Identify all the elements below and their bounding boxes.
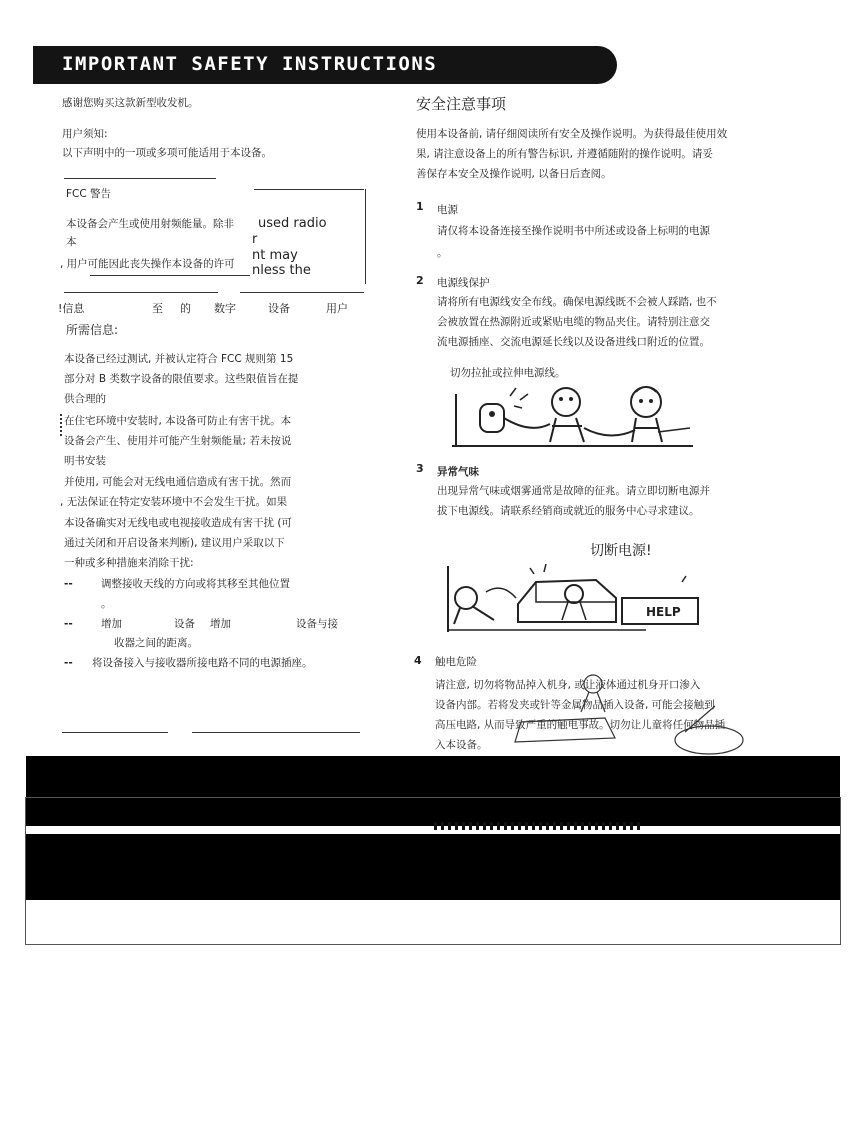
para1-line-3: 供合理的 — [64, 393, 106, 405]
divider — [64, 292, 218, 293]
fcc-title: FCC 警告 — [66, 188, 112, 200]
intro-line-1: 使用本设备前, 请仔细阅读所有安全及操作说明。为获得最佳使用效 — [416, 128, 728, 140]
measure2-word-1: 增加 — [101, 618, 122, 630]
scan-artifact — [434, 822, 644, 830]
item-4-line-3: 高压电路, 从而导致严重的触电事故。切勿让儿童将任何物品插 — [435, 719, 726, 731]
overlay-right-rule — [365, 189, 366, 284]
overlay-line-4: nless the — [252, 263, 311, 278]
para1-line-2: 部分对 B 类数字设备的限值要求。这些限值旨在提 — [64, 373, 299, 385]
thanks-text: 感谢您购买这款新型收发机。 — [62, 97, 199, 109]
divider — [62, 732, 168, 733]
measure2-word-2: 设备 — [174, 618, 195, 630]
measure2-word-3: 增加 — [210, 618, 231, 630]
overlay-line-3: nt may — [252, 248, 298, 263]
fcc-line-1: 本设备会产生或使用射频能量。除非 — [66, 218, 234, 230]
item-2-title: 电源线保护 — [437, 277, 490, 289]
item-4-number: 4 — [414, 654, 422, 667]
measure1-dash: -- — [64, 578, 73, 590]
para3-line-1: 并使用, 可能会对无线电通信造成有害干扰。然而 — [64, 476, 292, 488]
item-1-line-1: 请仅将本设备连接至操作说明书中所述或设备上标明的电源 — [437, 225, 710, 237]
fcc-line-3: , 用户可能因此丧失操作本设备的许可 — [60, 258, 235, 270]
overlay-line-1: used radio — [258, 216, 327, 231]
divider — [90, 275, 250, 276]
item-3-number: 3 — [416, 462, 424, 475]
shock-hazard-illustration — [485, 672, 745, 758]
para2-line-3: 明书安装 — [64, 455, 106, 467]
divider — [192, 732, 360, 733]
overlay-line-2: r — [252, 232, 258, 247]
item-3-title: 异常气味 — [437, 466, 479, 478]
info-title: 所需信息: — [66, 323, 119, 337]
notice-title: 用户须知: — [62, 128, 108, 140]
divider — [240, 292, 364, 293]
item-2-line-3: 流电源插座、交流电源延长线以及设备进线口附近的位置。 — [437, 336, 710, 348]
item-2-line-1: 请将所有电源线安全布线。确保电源线既不会被人踩踏, 也不 — [437, 296, 717, 308]
overlay-top-rule — [254, 189, 364, 190]
cord-pull-illustration — [450, 384, 695, 450]
para3-line-5: 一种或多种措施来消除干扰: — [64, 557, 194, 569]
measure1-line-1: 调整接收天线的方向或将其移至其他位置 — [101, 578, 290, 590]
safety-title: 安全注意事项 — [416, 95, 507, 113]
help-sign: HELP — [646, 605, 681, 619]
measure2-word-4: 设备与接 — [296, 618, 338, 630]
power-cut-illustration — [446, 562, 702, 636]
item-1-number: 1 — [416, 200, 424, 213]
item-1-title: 电源 — [437, 204, 458, 216]
margin-mark — [60, 414, 62, 436]
para1-line-1: 本设备已经过测试, 并被认定符合 FCC 规则第 15 — [64, 353, 294, 365]
info-row-3: 数字 — [214, 302, 236, 315]
redaction-band-bottom — [26, 834, 840, 900]
item-3-line-2: 拔下电源线。请联系经销商或就近的服务中心寻求建议。 — [437, 505, 700, 517]
info-row-1: 至 — [152, 302, 163, 315]
info-row-2: 的 — [180, 302, 191, 315]
fcc-line-2: 本 — [66, 236, 77, 248]
divider — [64, 178, 216, 179]
para3-line-4: 通过关闭和开启设备来判断), 建议用户采取以下 — [64, 537, 285, 549]
item-4-line-1: 请注意, 切勿将物品掉入机身, 或让液体通过机身开口渗入 — [435, 679, 701, 691]
item-3-caption: 切断电源! — [590, 543, 652, 559]
notice-text: 以下声明中的一项或多项可能适用于本设备。 — [62, 147, 272, 159]
info-row-5: 用户 — [326, 302, 348, 315]
measure3-text: 将设备接入与接收器所接电路不同的电源插座。 — [92, 657, 313, 669]
measure1-line-2: 。 — [101, 598, 112, 610]
item-3-line-1: 出现异常气味或烟雾通常是故障的征兆。请立即切断电源并 — [437, 485, 710, 497]
para3-line-3: 本设备确实对无线电或电视接收造成有害干扰 (可 — [64, 517, 292, 529]
item-4-line-4: 入本设备。 — [435, 739, 488, 751]
measure2-line-2: 收器之间的距离。 — [114, 637, 198, 649]
info-row-0: !信息 — [58, 302, 85, 315]
intro-line-2: 果, 请注意设备上的所有警告标识, 并遵循随附的操作说明。请妥 — [416, 148, 713, 160]
measure3-dash: -- — [64, 657, 73, 669]
para2-line-1: 在住宅环境中安装时, 本设备可防止有害干扰。本 — [64, 415, 292, 427]
measure2-dash: -- — [64, 618, 73, 630]
item-4-title: 触电危险 — [435, 656, 477, 668]
info-row-4: 设备 — [268, 302, 290, 315]
para2-line-2: 设备会产生、使用并可能产生射频能量; 若未按说 — [64, 435, 292, 447]
item-4-line-2: 设备内部。若将发夹或针等金属物品插入设备, 可能会接触到 — [435, 699, 715, 711]
item-2-line-2: 会被放置在热源附近或紧贴电缆的物品夹住。请特别注意交 — [437, 316, 710, 328]
item-1-line-2: 。 — [437, 247, 448, 259]
banner-title: IMPORTANT SAFETY INSTRUCTIONS — [62, 53, 438, 75]
intro-line-3: 善保存本安全及操作说明, 以备日后查阅。 — [416, 168, 612, 180]
para3-line-2: , 无法保证在特定安装环境中不会发生干扰。如果 — [60, 496, 288, 508]
item-2-number: 2 — [416, 274, 424, 287]
item-2-caption: 切勿拉扯或拉伸电源线。 — [450, 367, 566, 379]
